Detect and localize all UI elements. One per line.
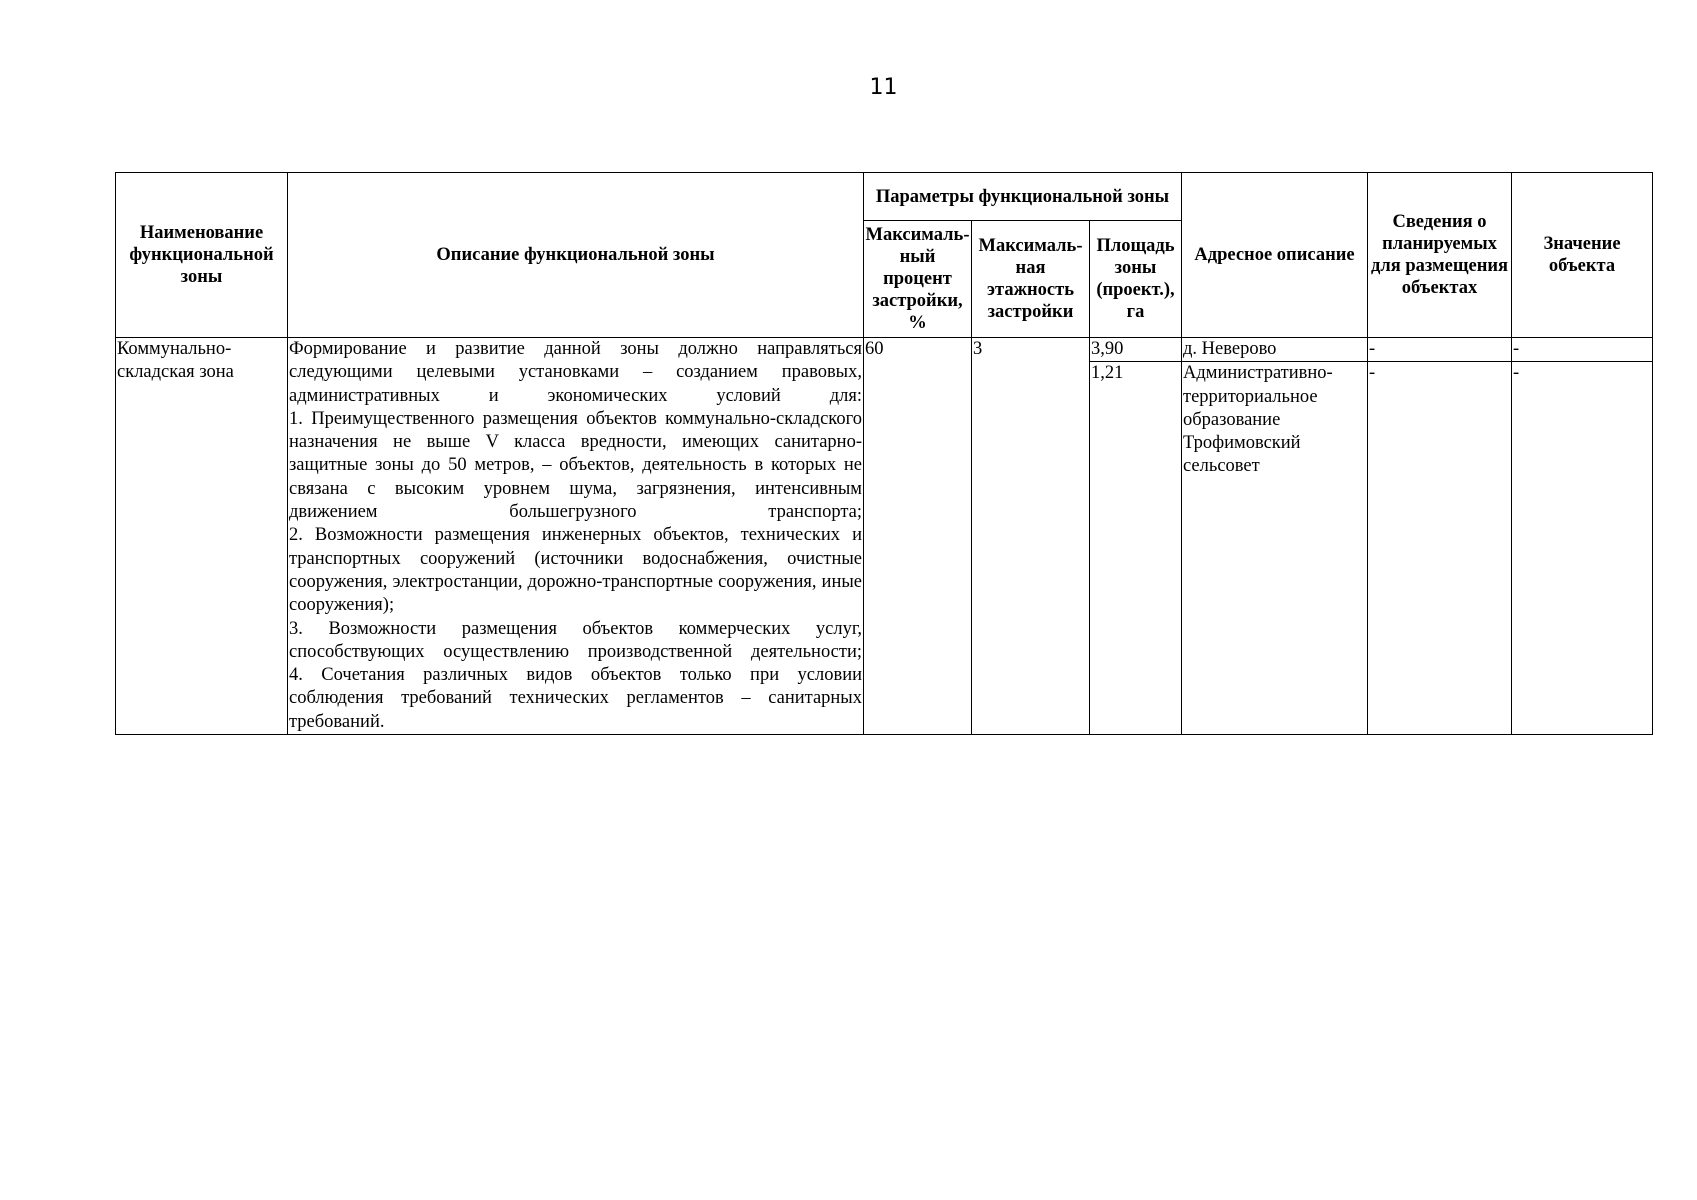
address-cell: Административно-территориальное образование Трофимовский сельсовет <box>1182 362 1368 735</box>
header-zone-parameters: Параметры функциональной зоны <box>864 173 1182 221</box>
planned-objects-cell: - <box>1368 338 1512 362</box>
description-paragraph: 1. Преимущественного размещения объектов коммунально-складского назначения не выше V класса вредности, имеющих санитарно-защитные зоны до 50 метров, – объектов, деятельность в которых не связана с высоким уровнем шума, загрязнения, интенсивным движением большегрузного транспорта; <box>289 408 862 523</box>
page-number: 11 <box>869 75 898 100</box>
max-building-percent-cell: 60 <box>864 338 972 735</box>
description-paragraph: 3. Возможности размещения объектов коммерческих услуг, способствующих осуществлению производственной деятельности; <box>289 618 862 662</box>
planned-objects-cell: - <box>1368 362 1512 735</box>
object-significance-cell: - <box>1512 362 1653 735</box>
functional-zone-table <box>115 172 1653 735</box>
zone-name-cell: Коммунально-складская зона <box>116 338 288 735</box>
description-paragraph: 2. Возможности размещения инженерных объектов, технических и транспортных сооружений (источники водоснабжения, очистные сооружения, электростанции, дорожно-транспортные сооружения, иные сооружения); <box>289 525 862 616</box>
object-significance-cell: - <box>1512 338 1653 362</box>
header-max-building-percent: Максимальный процент застройки, % <box>864 221 972 338</box>
description-paragraph: Формирование и развитие данной зоны должно направляться следующими целевыми установками – созданием правовых, административных и экономических условий для: <box>289 339 862 406</box>
max-floors-cell: 3 <box>972 338 1090 735</box>
address-cell: д. Неверово <box>1182 338 1368 362</box>
header-zone-description: Описание функциональной зоны <box>288 173 864 338</box>
zone-area-cell: 3,90 <box>1090 338 1182 362</box>
zone-area-cell: 1,21 <box>1090 362 1182 735</box>
header-address-description: Адресное описание <box>1182 173 1368 338</box>
header-zone-area: Площадь зоны (проект.), га <box>1090 221 1182 338</box>
header-zone-name: Наименование функциональной зоны <box>116 173 288 338</box>
table-row <box>116 338 1653 362</box>
description-paragraph: 4. Сочетания различных видов объектов только при условии соблюдения требований технических регламентов – санитарных требований. <box>289 665 862 732</box>
header-object-significance: Значение объекта <box>1512 173 1653 338</box>
zone-description-cell <box>288 338 864 735</box>
header-planned-objects: Сведения о планируемых для размещения объектах <box>1368 173 1512 338</box>
header-max-floors: Максимальная этажность застройки <box>972 221 1090 338</box>
